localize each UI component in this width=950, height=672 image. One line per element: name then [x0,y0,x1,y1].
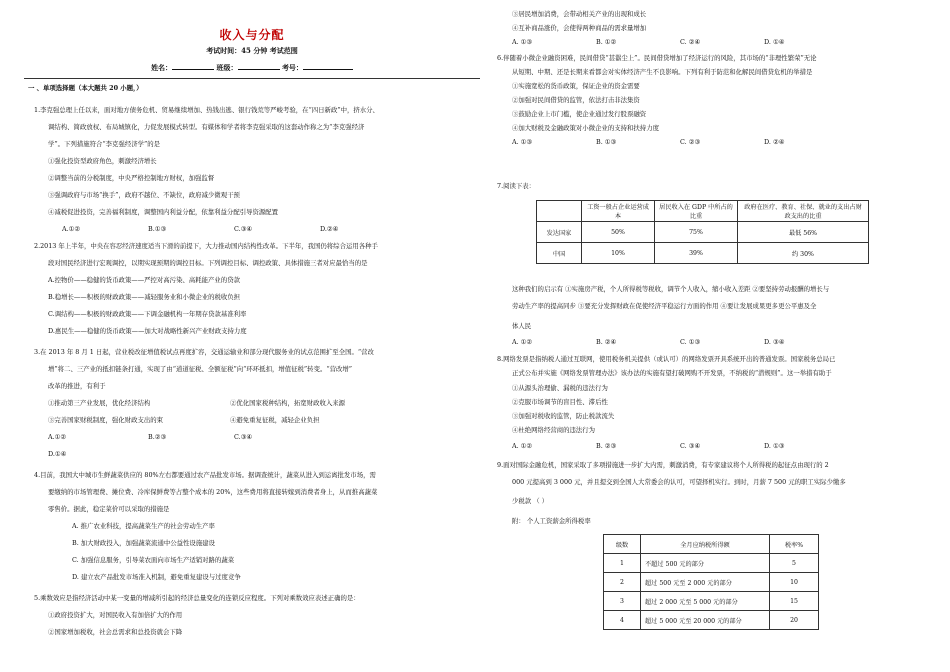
table-cell: 75% [655,222,738,243]
q2-line-1: 2.2013 年上半年，中央在容忍经济速度适当下滑的前提下，大力推动国内结构性改革。下半年，我国仍将综合运用各种手 [34,242,378,250]
exam-no-blank[interactable] [303,61,353,70]
q7-line-1: 7.阅读下表： [497,182,536,190]
table-header-cell: 居民收入在 GDP 中所占的比重 [655,201,738,222]
income-comparison-table [536,200,869,264]
q3-option-4: ④避免重复征税，减轻企业负担 [230,416,320,424]
q6-line-2: 从短期、中期、还是长期来看都会对实体经济产生不良影响。下列有利于防范和化解民间借贷危机的举措是 [512,68,813,76]
q1-line-2: 调结构、简政放权、布局城镇化，力促发展模式转型。有媒体和学者将李克强采取的这套动作称之为“李克强经济 [48,123,365,131]
table-cell: 39% [655,243,738,264]
section-heading: 一 、单项选择题（本大题共 20 小题，） [28,84,143,92]
q8-line-2: 正式公布并实施《网络发票管理办法》该办法的实施有望打破网购不开发票，不纳税的“潜规则”。这一举措有助于 [512,369,832,377]
table-header-cell: 级数 [604,535,641,554]
q4-choice-c[interactable]: C. 加强信息服务，引导菜农面向市场生产适销对路的蔬菜 [72,556,235,564]
q2-line-2: 段对国民经济进行宏观调控，以期实现预期的调控目标。下列调控目标、调控政策、具体措施三者对应最恰当的是 [48,259,368,267]
q8-line-1: 8.网络发票是指纳税人通过互联网，使用税务机关提供（或认可）的网络发票开具系统开出的普通发票。国家税务总局已 [497,355,836,363]
q2-choice-c[interactable]: C.调结构——积极的财政政策——下调金融机构一年期存贷款基准利率 [48,310,247,318]
q8-option-4: ④杜绝网络经营商的违法行为 [512,426,596,434]
q5-option-3: ③居民增加消费，会带动相关产业的出现和成长 [512,10,647,18]
q1-choice-c[interactable]: C.③④ [234,225,253,233]
q1-option-1: ①强化投资型政府角色，刺激经济增长 [48,157,157,165]
table-cell: 10 [770,573,819,592]
q1-line-1: 1.李克强总理上任以来，面对地方债务危机、贸易继续增加、热钱出逃、银行钱荒等严峻考验，在“四日新政”中，挤水分、 [34,106,379,114]
q3-option-1: ①推动第三产业发展，优化经济结构 [48,399,151,407]
q4-choice-b[interactable]: B. 加大财政投入，加强蔬菜流通中公益性设施建设 [72,539,215,547]
table-cell: 约 30% [738,243,869,264]
q6-option-4: ④加大财税及金融政策对小微企业的支持和扶持力度 [512,124,659,132]
q4-line-1: 4.目前，我国大中城市生鲜蔬菜供应的 80%左右都要通过农产品批发市场。据调查统计，蔬菜从进入到运离批发市场，需 [34,471,376,479]
table-cell: 5 [770,554,819,573]
student-info-line [24,61,480,73]
q4-choice-a[interactable]: A. 推广农业科技，提高蔬菜生产的社会劳动生产率 [72,522,215,530]
q6-option-3: ③鼓励企业上市门槛，使企业通过发行股票融资 [512,110,647,118]
q6-choice-a[interactable]: A. ①③ [512,138,533,146]
q6-line-1: 6.伴随着小微企业融资困难，民间借贷“甚嚣尘上”。民间借贷增加了经济运行的风险，其市场的“非理性繁荣”无论 [497,54,817,62]
table-cell: 最低 56% [738,222,869,243]
header-divider [24,78,480,79]
q3-choice-d[interactable]: D.①④ [48,450,67,458]
q3-line-2: 增”将二、三产业的抵扣链条打通，实现了由“道道征税、全额征税”向“环环抵扣，增值征税”转变。“营改增” [48,365,353,373]
name-blank[interactable] [172,61,214,70]
q1-option-3: ③强调政府与市场“换手”，政府不越位、不缺位，政府减少微观干预 [48,191,240,199]
table-cell: 20 [770,611,819,630]
q5-option-1: ①政府投资扩大，对国民收入有加倍扩大的作用 [48,611,183,619]
table-cell: 3 [604,592,641,611]
q8-choice-d[interactable]: D. ①③ [764,442,785,450]
q8-choice-b[interactable]: B. ②③ [596,442,617,450]
q5-option-2: ②国家增加税收，社会总需求和总投资就会下降 [48,628,183,636]
q3-line-1: 3.在 2013 年 8 月 1 日起，营业税改征增值税试点再度扩容，交通运输业和部分现代服务业的试点范围扩至全国。“营改 [34,348,374,356]
table-cell: 50% [582,222,655,243]
table-cell: 15 [770,592,819,611]
table-cell: 中国 [537,243,582,264]
class-blank[interactable] [238,61,280,70]
q4-choice-d[interactable]: D. 建立农产品批发市场准入机制，避免重复建设与过度竞争 [72,573,241,581]
q7-choice-b[interactable]: B. ②④ [596,338,617,346]
q9-line-4: 附： 个人工资薪金所得税率 [512,517,591,525]
q6-choice-c[interactable]: C. ②③ [680,138,701,146]
table-row [604,554,819,573]
q3-option-3: ③完善国家财税制度，强化财政支出的束 [48,416,164,424]
table-cell: 超过 5 000 元至 20 000 元的部分 [641,611,770,630]
table-row [604,535,819,554]
q9-line-1: 9.面对国际金融危机，国家采取了多项措施进一步扩大内需，刺激消费，有专家建议将个人所得税的起征点由现行的 2 [497,461,829,469]
class-label: 班级： [216,63,238,72]
table-row [604,573,819,592]
q5-choice-b[interactable]: B. ①② [596,38,617,46]
q8-option-1: ①从源头治理偷、漏税的违法行为 [512,384,608,392]
q3-choice-b[interactable]: B.②③ [148,433,167,441]
exam-no-label: 考号： [281,63,303,72]
q1-option-2: ②调整当前的分税制度，中央严格控制地方财权，加强监督 [48,174,215,182]
q3-option-2: ②优化国家税种结构，拓宽财政收入来源 [230,399,346,407]
q6-choice-b[interactable]: B. ①③ [596,138,617,146]
table-header-cell [537,201,582,222]
table-header-cell: 工资一般占企业运营成本 [582,201,655,222]
table-cell: 发达国家 [537,222,582,243]
q9-line-3: 少税款 （ ） [512,497,549,505]
table-header-cell: 全月应纳税所得额 [641,535,770,554]
q8-option-3: ③加强对税收的监管，防止税款流失 [512,412,615,420]
table-cell: 1 [604,554,641,573]
q8-choice-c[interactable]: C. ③④ [680,442,701,450]
table-header-cell: 税率% [770,535,819,554]
q3-line-3: 改革的推进，有利于 [48,382,106,390]
q7-choice-d[interactable]: D. ③④ [764,338,785,346]
q5-option-4: ④互补商品涨价，会使得两种商品的需求量增加 [512,24,647,32]
page-title: 收入与分配 [219,28,285,42]
q8-option-2: ②克服市场调节的盲目性、滞后性 [512,398,608,406]
q1-line-3: 学”。下列措施符合“李克强经济学”的是 [48,140,161,148]
table-row [537,222,869,243]
q6-option-1: ①实施宽松的货币政策，保证企业的资金需要 [512,82,640,90]
q3-choice-a[interactable]: A.①② [48,433,67,441]
q4-line-2: 要缴纳的市场管理费、摊位费、冷库保鲜费等占整个成本的 20%，这些费用将直接转嫁到消费者身上，从而推高蔬菜 [48,488,378,496]
table-cell: 10% [582,243,655,264]
name-label: 姓名： [151,63,173,72]
q2-choice-a[interactable]: A.控物价——稳健的货币政策——严控对高污染、高耗能产业的贷款 [48,276,240,284]
q7-choice-c[interactable]: C. ①③ [680,338,701,346]
q2-choice-b[interactable]: B.稳增长——积极的财政政策——减轻服务业和小微企业的税收负担 [48,293,241,301]
q3-choice-c[interactable]: C.③④ [234,433,253,441]
table-row [604,611,819,630]
q2-choice-d[interactable]: D.惠民生——稳健的货币政策——加大对战略性新兴产业财政支持力度 [48,327,247,335]
table-cell: 4 [604,611,641,630]
table-row [604,592,819,611]
q8-choice-a[interactable]: A. ①② [512,442,533,450]
table-row [537,201,869,222]
q5-choice-d[interactable]: D. ①④ [764,38,785,46]
q1-choice-a[interactable]: A.①② [62,225,81,233]
q1-choice-d[interactable]: D.②④ [320,225,339,233]
exam-subtitle: 考试时间：45 分钟 考试范围 [206,46,298,55]
q6-option-2: ②加强对民间借贷的监管，依法打击非法集资 [512,96,640,104]
q7-line-2: 这种我们的启示有 ①实施房产税，个人所得税等税收，调节个人收入，缩小收入差距 ②要坚持劳动报酬的增长与 [512,285,830,293]
q7-line-4: 体人民 [512,322,532,330]
q1-option-4: ④减税促进投资，完善福利制度，调整国内利益分配，依靠利益分配引导资源配置 [48,208,279,216]
q5-line-1: 5.乘数效应是指经济活动中某一变量的增减所引起的经济总量变化的连锁反应程度。下列对乘数效应表述正确的是： [34,594,360,602]
table-cell: 不超过 500 元的部分 [641,554,770,573]
q4-line-3: 零售价。据此，稳定菜价可以采取的措施是 [48,505,170,513]
q6-choice-d[interactable]: D. ②④ [764,138,785,146]
table-cell: 2 [604,573,641,592]
q7-line-3: 劳动生产率的提高同步 ③要充分发挥财政在促使经济平稳运行方面的作用 ④要让发展成果更多更公平惠及全 [512,302,817,310]
q9-line-2: 000 元提高到 3 000 元，并且提交到全国人大常委会的认可，可望择机实行。到时，月薪 7 500 元的职工实际少缴多 [512,478,846,486]
q7-choice-a[interactable]: A. ①② [512,338,533,346]
table-header-cell: 政府在医疗、教育、社保、就业的支出占财政支出的比重 [738,201,869,222]
q1-choice-b[interactable]: B.①③ [148,225,167,233]
table-cell: 超过 500 元至 2 000 元的部分 [641,573,770,592]
tax-rate-table [603,534,819,630]
q5-choice-a[interactable]: A. ①③ [512,38,533,46]
table-row [537,243,869,264]
q5-choice-c[interactable]: C. ②④ [680,38,701,46]
table-cell: 超过 2 000 元至 5 000 元的部分 [641,592,770,611]
